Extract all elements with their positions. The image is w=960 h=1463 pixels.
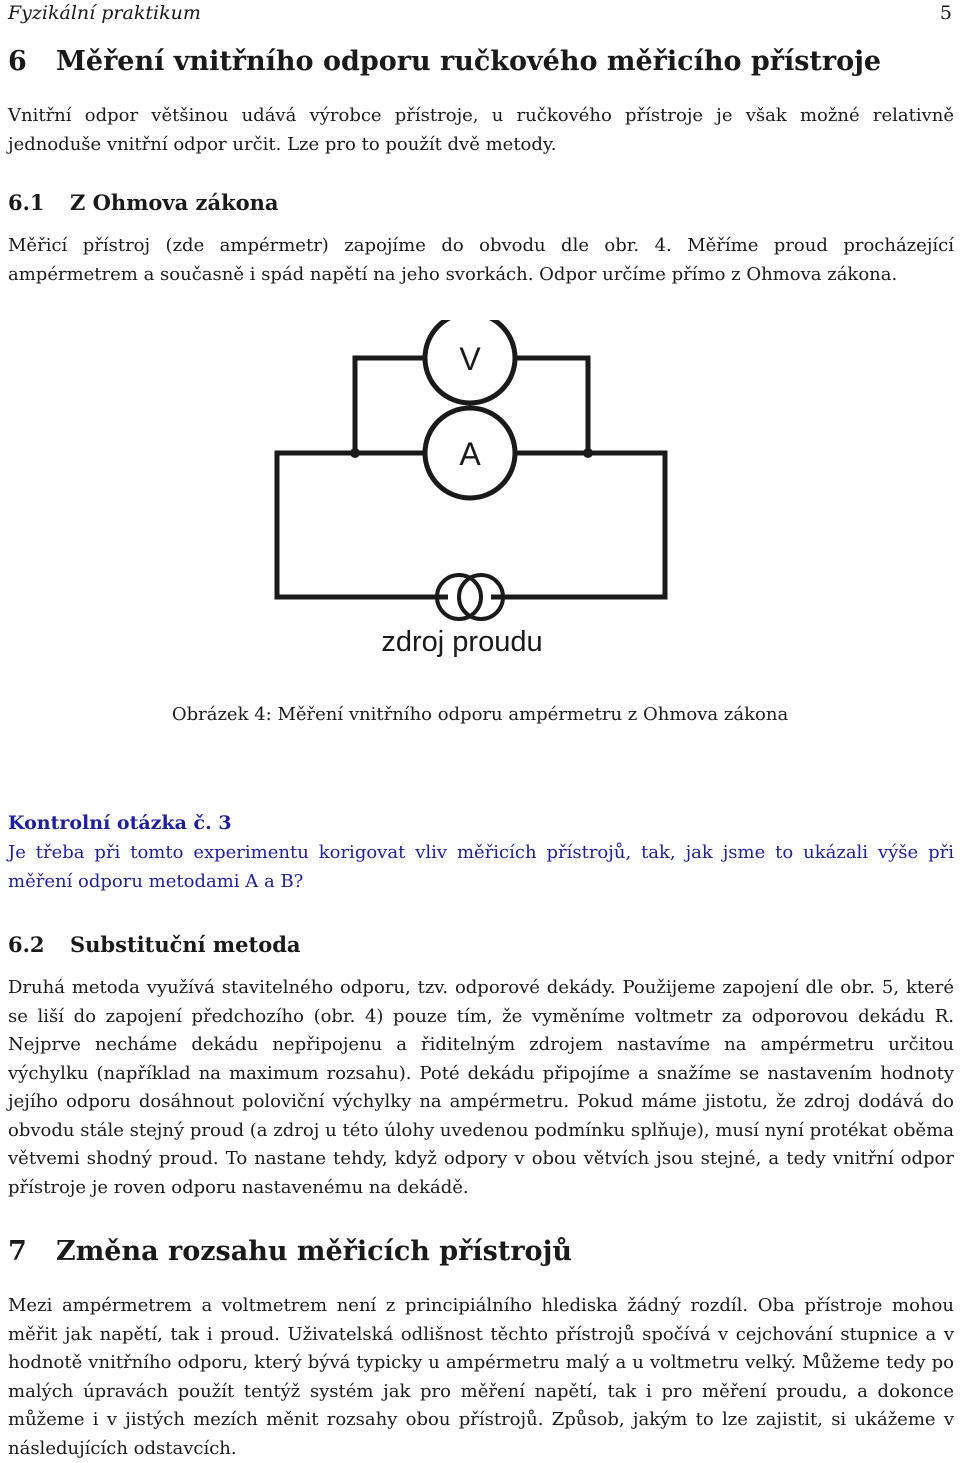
section-6-2-number: 6.2 (8, 932, 45, 957)
section-6-2-title: Substituční metoda (70, 932, 301, 957)
section-7-number: 7 (8, 1236, 27, 1267)
figure-caption: Obrázek 4: Měření vnitřního odporu ampérmetru z Ohmova zákona (171, 704, 789, 725)
header-title: Fyzikální praktikum (8, 2, 201, 24)
section-6-intro: Vnitřní odpor většinou udává výrobce přístroje, u ručkového přístroje je však možné relativně jednoduše vnitřní odpor určit. Lze pro to použít dvě metody. (8, 105, 954, 155)
section-6-2-heading (8, 932, 301, 957)
junction-right (583, 448, 593, 458)
section-6-1-number: 6.1 (8, 190, 45, 215)
running-header (8, 2, 952, 28)
section-6-title: Měření vnitřního odporu ručkového měřicího přístroje (56, 46, 882, 77)
question-text: Je třeba při tomto experimentu korigovat vliv měřicích přístrojů, tak, jak jsme to ukázali výše při měření odporu metodami A a B? (8, 842, 954, 892)
question-label: Kontrolní otázka č. 3 (8, 812, 232, 834)
section-6-1-text: Měřicí přístroj (zde ampérmetr) zapojíme do obvodu dle obr. 4. Měříme proud procházející ampérmetrem a současně i spád napětí na jeho svorkách. Odpor určíme přímo z Ohmova zákona. (8, 235, 954, 285)
section-6-heading (8, 46, 881, 77)
ammeter-label: A (459, 436, 481, 472)
section-7-heading (8, 1236, 572, 1267)
section-7-title: Změna rozsahu měřicích přístrojů (56, 1236, 572, 1267)
section-7-text: Mezi ampérmetrem a voltmetrem není z principiálního hlediska žádný rozdíl. Oba přístroje mohou měřit jak napětí, tak i proud. Uživatelská odlišnost těchto přístrojů spočívá v cejchování stupnice a v hodnotě vnitřního odporu, který bývá typicky u ampérmetru malý a u voltmetru velký. Můžeme tedy po malých úpravách použít tentýž systém jak pro měření napětí, tak i pro měření proudu, a dokonce můžeme i v jistých mezích měnit rozsahy obou přístrojů. Způsob, jakým to lze zajistit, si ukážeme v následujících odstavcích. (8, 1295, 954, 1459)
voltmeter-wire-left (355, 358, 425, 453)
voltmeter-label: V (459, 341, 481, 377)
section-6-2-text: Druhá metoda využívá stavitelného odporu, tzv. odporové dekády. Použijeme zapojení dle obr. 5, které se liší do zapojení předchozího (obr. 4) pouze tím, že vyměníme voltmetr za odporovou dekádu R. Nejprve necháme dekádu nepřipojenu a řiditelným zdrojem nastavíme na ampérmetru určitou výchylku (například na maximum rozsahu). Poté dekádu připojíme a snažíme se nastavením hodnoty jejího odporu dosáhnout poloviční výchylky na ampérmetru. Pokud máme jistotu, že zdroj dodává do obvodu stále stejný proud (a zdroj u této úlohy uvedenou podmínku splňuje), musí nyní protékat oběma větvemi shodný proud. To nastane tehdy, když odpory v obou větvích jsou stejné, a tedy vnitřní odpor přístroje je roven odporu nastavenému na dekádě. (8, 977, 954, 1198)
circuit-diagram (0, 320, 960, 680)
section-6-1-title: Z Ohmova zákona (70, 190, 279, 215)
source-label: zdroj proudu (381, 626, 543, 658)
main-wire-right (491, 453, 665, 597)
junction-left (350, 448, 360, 458)
page-number: 5 (939, 2, 952, 24)
voltmeter-wire-right (515, 358, 588, 453)
section-6-number: 6 (8, 46, 27, 77)
section-6-1-heading (8, 190, 279, 215)
main-wire-left (277, 453, 448, 597)
